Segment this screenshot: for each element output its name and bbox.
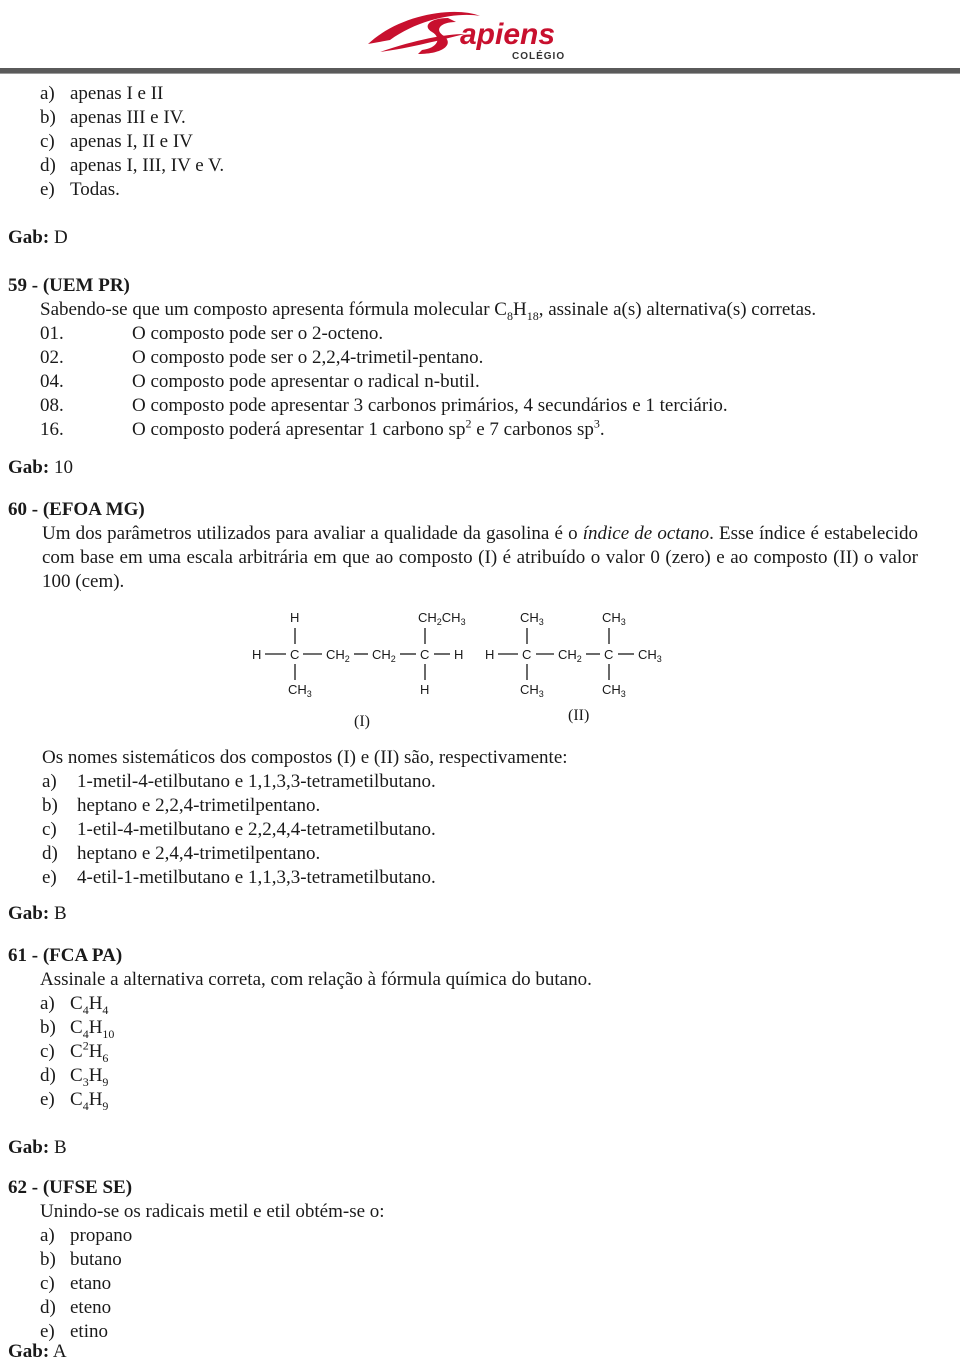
q60-number: 60 - (EFOA MG) xyxy=(8,499,145,520)
svg-text:CH3: $CH_3$ xyxy=(520,610,544,627)
svg-text:CH2: $CH_2$ xyxy=(558,647,582,664)
prev-option-d: d) apenas I, III, IV e V. xyxy=(40,155,225,176)
q61-number: 61 - (FCA PA) xyxy=(8,945,123,966)
q59-item-02: 02. O composto pode ser o 2,2,4-trimetil-pentano. xyxy=(40,347,484,368)
q60-paragraph: Um dos parâmetros utilizados para avaliar a qualidade da gasolina é o índice de octano. Esse índice é estabelecido com base em uma escala arbitrária em que ao composto (I) é atribuído o valor 0 (zero) e ao composto (II) o valor 100 (cem). xyxy=(42,523,918,592)
svg-text:CH3: $CH_3$ xyxy=(520,682,544,699)
svg-text:CH2: $CH_2$ xyxy=(372,647,396,664)
q60-option-b: b) heptano e 2,2,4-trimetilpentano. xyxy=(42,795,321,816)
q59-gab: Gab: 10 xyxy=(8,457,73,478)
svg-text:H: H xyxy=(290,610,300,625)
q62-option-b: b) butano xyxy=(40,1249,122,1270)
q59-item-04: 04. O composto pode apresentar o radical n-butil. xyxy=(40,371,480,392)
prev-gab: Gab: D xyxy=(8,227,68,248)
structural-formulas xyxy=(240,600,680,730)
svg-text:C: C xyxy=(290,647,300,662)
prev-option-b: b) apenas III e IV. xyxy=(40,107,186,128)
q60-option-d: d) heptano e 2,4,4-trimetilpentano. xyxy=(42,843,321,864)
header-rule xyxy=(0,68,960,74)
svg-text:H: H xyxy=(420,682,430,697)
q62-option-d: d) eteno xyxy=(40,1297,112,1318)
compound-i-label: (I) xyxy=(354,713,370,730)
q62-option-c: c) etano xyxy=(40,1273,112,1294)
svg-text:CH3: $CH_3$ xyxy=(638,647,662,664)
q61-option-b: b) $C_4H_{10}$ xyxy=(40,1017,115,1041)
logo-wordmark: apiens xyxy=(460,18,556,51)
q62-gab: Gab: A xyxy=(8,1341,67,1362)
svg-text:C: C xyxy=(604,647,614,662)
q61-option-a: a) $C_4H_4$ xyxy=(40,993,109,1017)
q60-option-c: c) 1-etil-4-metilbutano e 2,2,4,4-tetrametilbutano. xyxy=(42,819,436,840)
q59-number: 59 - (UEM PR) xyxy=(8,275,130,296)
logo-subtitle: COLÉGIO xyxy=(512,51,566,62)
sapiens-logo xyxy=(360,4,570,64)
svg-text:H: H xyxy=(485,647,495,662)
q59-item-16: 16. O composto poderá apresentar 1 carbono $sp^2$ e 7 carbonos $sp^3$. xyxy=(40,416,605,440)
svg-text:H: H xyxy=(252,647,262,662)
q60-option-a: a) 1-metil-4-etilbutano e 1,1,3,3-tetrametilbutano. xyxy=(42,771,436,792)
q59-item-08: 08. O composto pode apresentar 3 carbonos primários, 4 secundários e 1 terciário. xyxy=(40,395,728,416)
prev-option-a: a) apenas I e II xyxy=(40,83,164,104)
svg-text:C: C xyxy=(522,647,532,662)
q62-option-e: e) etino xyxy=(40,1321,108,1342)
q60-question: Os nomes sistemáticos dos compostos (I) e (II) são, respectivamente: xyxy=(42,747,568,768)
q61-gab: Gab: B xyxy=(8,1137,67,1158)
q61-option-c: c) $C^2H_6$ xyxy=(40,1038,109,1065)
q62-option-a: a) propano xyxy=(40,1225,133,1246)
q62-stem: Unindo-se os radicais metil e etil obtém-se o: xyxy=(40,1201,385,1222)
q59-item-01: 01. O composto pode ser o 2-octeno. xyxy=(40,323,384,344)
q60-option-e: e) 4-etil-1-metilbutano e 1,1,3,3-tetrametilbutano. xyxy=(42,867,436,888)
svg-text:C: C xyxy=(420,647,430,662)
q59-stem: Sabendo-se que um composto apresenta fórmula molecular $C_8H_{18}$, assinale a(s) alternativa(s) corretas. xyxy=(40,299,817,323)
svg-text:CH3: $CH_3$ xyxy=(602,610,626,627)
svg-text:CH2: $CH_2$ xyxy=(326,647,350,664)
svg-text:CH3: $CH_3$ xyxy=(602,682,626,699)
q60-gab: Gab: B xyxy=(8,903,67,924)
svg-text:H: H xyxy=(454,647,464,662)
prev-option-c: c) apenas I, II e IV xyxy=(40,131,193,152)
compound-ii-label: (II) xyxy=(568,707,590,724)
prev-option-e: e) Todas. xyxy=(40,179,120,200)
q61-stem: Assinale a alternativa correta, com relação à fórmula química do butano. xyxy=(40,969,592,990)
svg-text:CH3: $CH_3$ xyxy=(288,682,312,699)
q61-option-e: e) $C_4H_9$ xyxy=(40,1089,109,1113)
q61-option-d: d) $C_3H_9$ xyxy=(40,1065,109,1089)
svg-text:CH2CH3: $CH_2CH_3$ xyxy=(418,610,466,627)
sapiens-logo-mark xyxy=(360,4,570,64)
q62-number: 62 - (UFSE SE) xyxy=(8,1177,133,1198)
